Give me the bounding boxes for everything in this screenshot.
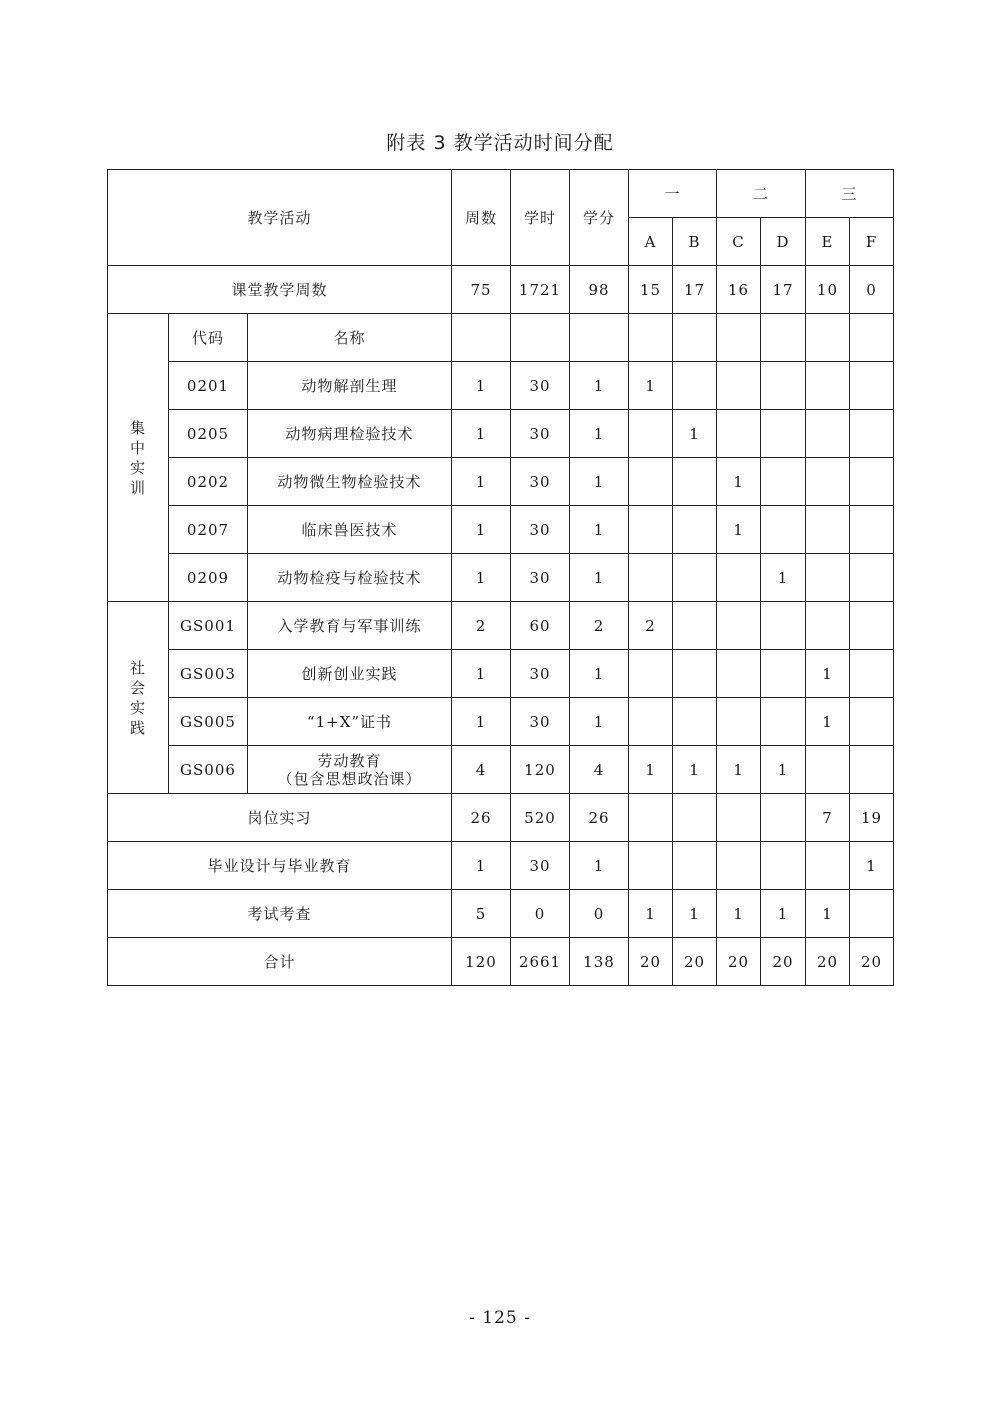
credits-cell: 1	[570, 650, 629, 698]
summary-row	[108, 842, 894, 890]
semester-cell	[850, 890, 894, 938]
training-subheader-row	[108, 314, 894, 362]
semester-cell: 1	[761, 746, 806, 794]
weeks-cell: 1	[452, 650, 511, 698]
course-name-line-1: 劳动教育	[317, 751, 382, 770]
empty-cell	[673, 314, 717, 362]
semester-cell: 20	[761, 938, 806, 986]
course-name: 动物病理检验技术	[248, 410, 452, 458]
semester-cell	[629, 554, 673, 602]
weeks-cell: 1	[452, 362, 511, 410]
semester-cell	[761, 650, 806, 698]
classroom-sem-c: 16	[717, 266, 761, 314]
semester-cell	[629, 410, 673, 458]
semester-cell	[761, 410, 806, 458]
semester-cell: 1	[673, 746, 717, 794]
course-name: 动物微生物检验技术	[248, 458, 452, 506]
semester-cell	[629, 506, 673, 554]
semester-cell: 20	[717, 938, 761, 986]
hours-cell: 2661	[511, 938, 570, 986]
semester-cell: 2	[629, 602, 673, 650]
classroom-sem-f: 0	[850, 266, 894, 314]
training-group-label	[108, 314, 169, 602]
semester-cell	[850, 554, 894, 602]
page-number: - 125 -	[469, 1308, 531, 1328]
social-group-label	[108, 602, 169, 794]
semester-cell	[761, 698, 806, 746]
semester-cell: 1	[761, 890, 806, 938]
hours-cell: 60	[511, 602, 570, 650]
summary-row	[108, 794, 894, 842]
hours-cell: 30	[511, 506, 570, 554]
semester-cell	[850, 698, 894, 746]
semester-cell: 20	[673, 938, 717, 986]
activity-time-table	[107, 169, 894, 986]
course-name	[248, 746, 452, 794]
semester-cell	[761, 458, 806, 506]
semester-cell	[850, 650, 894, 698]
classroom-sem-e: 10	[806, 266, 850, 314]
hours-cell: 30	[511, 362, 570, 410]
credits-cell: 1	[570, 410, 629, 458]
semester-cell	[673, 506, 717, 554]
semester-cell	[629, 698, 673, 746]
weeks-cell: 1	[452, 506, 511, 554]
semester-cell: 1	[673, 410, 717, 458]
semester-cell	[717, 602, 761, 650]
hours-cell: 30	[511, 458, 570, 506]
semester-cell	[850, 410, 894, 458]
row-label: 考试考查	[108, 890, 452, 938]
course-code: 0201	[169, 362, 248, 410]
semester-cell	[806, 602, 850, 650]
weeks-cell: 1	[452, 410, 511, 458]
weeks-cell: 1	[452, 842, 511, 890]
training-group-char: 实	[129, 458, 146, 477]
semester-cell	[717, 698, 761, 746]
weeks-cell: 4	[452, 746, 511, 794]
weeks-cell: 2	[452, 602, 511, 650]
credits-cell: 1	[570, 506, 629, 554]
credits-cell: 138	[570, 938, 629, 986]
header-hours: 学时	[511, 170, 570, 266]
classroom-credits: 98	[570, 266, 629, 314]
semester-cell: 1	[629, 746, 673, 794]
semester-cell	[673, 698, 717, 746]
semester-cell: 1	[850, 842, 894, 890]
training-row	[108, 362, 894, 410]
classroom-sem-a: 15	[629, 266, 673, 314]
header-weeks: 周数	[452, 170, 511, 266]
semester-cell: 1	[629, 890, 673, 938]
semester-cell	[761, 794, 806, 842]
semester-cell: 1	[717, 458, 761, 506]
classroom-hours: 1721	[511, 266, 570, 314]
semester-cell: 19	[850, 794, 894, 842]
semester-cell: 20	[629, 938, 673, 986]
semester-cell	[806, 506, 850, 554]
classroom-label: 课堂教学周数	[108, 266, 452, 314]
course-name: 动物解剖生理	[248, 362, 452, 410]
semester-cell	[629, 458, 673, 506]
semester-cell	[806, 458, 850, 506]
total-row	[108, 938, 894, 986]
semester-cell: 20	[806, 938, 850, 986]
col-name-header: 名称	[248, 314, 452, 362]
semester-cell	[850, 506, 894, 554]
semester-cell: 1	[673, 890, 717, 938]
semester-cell: 1	[806, 698, 850, 746]
semester-cell	[673, 794, 717, 842]
weeks-cell: 1	[452, 554, 511, 602]
semester-cell: 1	[717, 890, 761, 938]
header-credits: 学分	[570, 170, 629, 266]
semester-cell: 20	[850, 938, 894, 986]
social-row	[108, 650, 894, 698]
semester-cell: 1	[717, 746, 761, 794]
empty-cell	[629, 314, 673, 362]
semester-cell: 1	[717, 506, 761, 554]
course-code: GS005	[169, 698, 248, 746]
credits-cell: 4	[570, 746, 629, 794]
credits-cell: 2	[570, 602, 629, 650]
hours-cell: 30	[511, 650, 570, 698]
training-row	[108, 410, 894, 458]
semester-cell	[806, 410, 850, 458]
course-name: 入学教育与军事训练	[248, 602, 452, 650]
header-semester-b: B	[673, 218, 717, 266]
semester-cell	[717, 650, 761, 698]
hours-cell: 120	[511, 746, 570, 794]
semester-cell	[629, 794, 673, 842]
semester-cell	[761, 842, 806, 890]
header-semester-d: D	[761, 218, 806, 266]
empty-cell	[850, 314, 894, 362]
training-row	[108, 554, 894, 602]
course-code: 0205	[169, 410, 248, 458]
training-group-char: 训	[129, 478, 146, 497]
empty-cell	[511, 314, 570, 362]
weeks-cell: 1	[452, 698, 511, 746]
empty-cell	[806, 314, 850, 362]
semester-cell	[673, 650, 717, 698]
semester-cell	[673, 842, 717, 890]
row-label: 岗位实习	[108, 794, 452, 842]
classroom-weeks: 75	[452, 266, 511, 314]
semester-cell	[673, 554, 717, 602]
hours-cell: 30	[511, 842, 570, 890]
summary-row	[108, 890, 894, 938]
semester-cell	[629, 842, 673, 890]
credits-cell: 26	[570, 794, 629, 842]
semester-cell	[717, 842, 761, 890]
credits-cell: 0	[570, 890, 629, 938]
credits-cell: 1	[570, 554, 629, 602]
training-group-char: 集	[129, 418, 146, 437]
semester-cell: 1	[761, 554, 806, 602]
empty-cell	[717, 314, 761, 362]
header-semester-f: F	[850, 218, 894, 266]
credits-cell: 1	[570, 698, 629, 746]
semester-cell	[717, 362, 761, 410]
semester-cell: 1	[629, 362, 673, 410]
semester-cell	[673, 602, 717, 650]
course-name: “1+X”证书	[248, 698, 452, 746]
social-group-char: 实	[129, 698, 146, 717]
social-row	[108, 602, 894, 650]
course-code: GS003	[169, 650, 248, 698]
semester-cell	[761, 362, 806, 410]
course-code: 0202	[169, 458, 248, 506]
semester-cell	[761, 506, 806, 554]
header-semester-c: C	[717, 218, 761, 266]
weeks-cell: 5	[452, 890, 511, 938]
social-group-char: 社	[129, 658, 146, 677]
page-title: 附表 3 教学活动时间分配	[386, 132, 614, 154]
empty-cell	[570, 314, 629, 362]
weeks-cell: 1	[452, 458, 511, 506]
semester-cell	[850, 746, 894, 794]
header-year-1: 一	[629, 170, 717, 218]
semester-cell: 1	[806, 650, 850, 698]
course-code: GS006	[169, 746, 248, 794]
course-name: 临床兽医技术	[248, 506, 452, 554]
hours-cell: 0	[511, 890, 570, 938]
course-name-line-2: （包含思想政治课）	[277, 769, 422, 788]
credits-cell: 1	[570, 842, 629, 890]
row-label: 合计	[108, 938, 452, 986]
classroom-sem-d: 17	[761, 266, 806, 314]
social-group-char: 会	[129, 678, 146, 697]
header-year-3: 三	[806, 170, 894, 218]
credits-cell: 1	[570, 458, 629, 506]
course-code: GS001	[169, 602, 248, 650]
semester-cell	[850, 458, 894, 506]
hours-cell: 30	[511, 410, 570, 458]
semester-cell	[717, 794, 761, 842]
course-code: 0207	[169, 506, 248, 554]
semester-cell	[806, 362, 850, 410]
hours-cell: 520	[511, 794, 570, 842]
training-group-char: 中	[129, 438, 146, 457]
header-activity: 教学活动	[108, 170, 452, 266]
semester-cell	[850, 602, 894, 650]
weeks-cell: 26	[452, 794, 511, 842]
social-group-char: 践	[129, 718, 146, 737]
training-row	[108, 506, 894, 554]
social-row	[108, 746, 894, 794]
semester-cell	[806, 554, 850, 602]
course-name: 创新创业实践	[248, 650, 452, 698]
hours-cell: 30	[511, 698, 570, 746]
course-code: 0209	[169, 554, 248, 602]
credits-cell: 1	[570, 362, 629, 410]
semester-cell	[673, 362, 717, 410]
header-semester-e: E	[806, 218, 850, 266]
semester-cell	[717, 410, 761, 458]
semester-cell	[717, 554, 761, 602]
row-label: 毕业设计与毕业教育	[108, 842, 452, 890]
weeks-cell: 120	[452, 938, 511, 986]
classroom-row	[108, 266, 894, 314]
semester-cell	[806, 842, 850, 890]
header-year-2: 二	[717, 170, 806, 218]
semester-cell	[629, 650, 673, 698]
social-row	[108, 698, 894, 746]
semester-cell	[761, 602, 806, 650]
empty-cell	[452, 314, 511, 362]
empty-cell	[761, 314, 806, 362]
classroom-sem-b: 17	[673, 266, 717, 314]
training-row	[108, 458, 894, 506]
semester-cell	[806, 746, 850, 794]
semester-cell: 1	[806, 890, 850, 938]
col-code-header: 代码	[169, 314, 248, 362]
course-name: 动物检疫与检验技术	[248, 554, 452, 602]
hours-cell: 30	[511, 554, 570, 602]
semester-cell	[673, 458, 717, 506]
semester-cell	[850, 362, 894, 410]
semester-cell: 7	[806, 794, 850, 842]
header-semester-a: A	[629, 218, 673, 266]
